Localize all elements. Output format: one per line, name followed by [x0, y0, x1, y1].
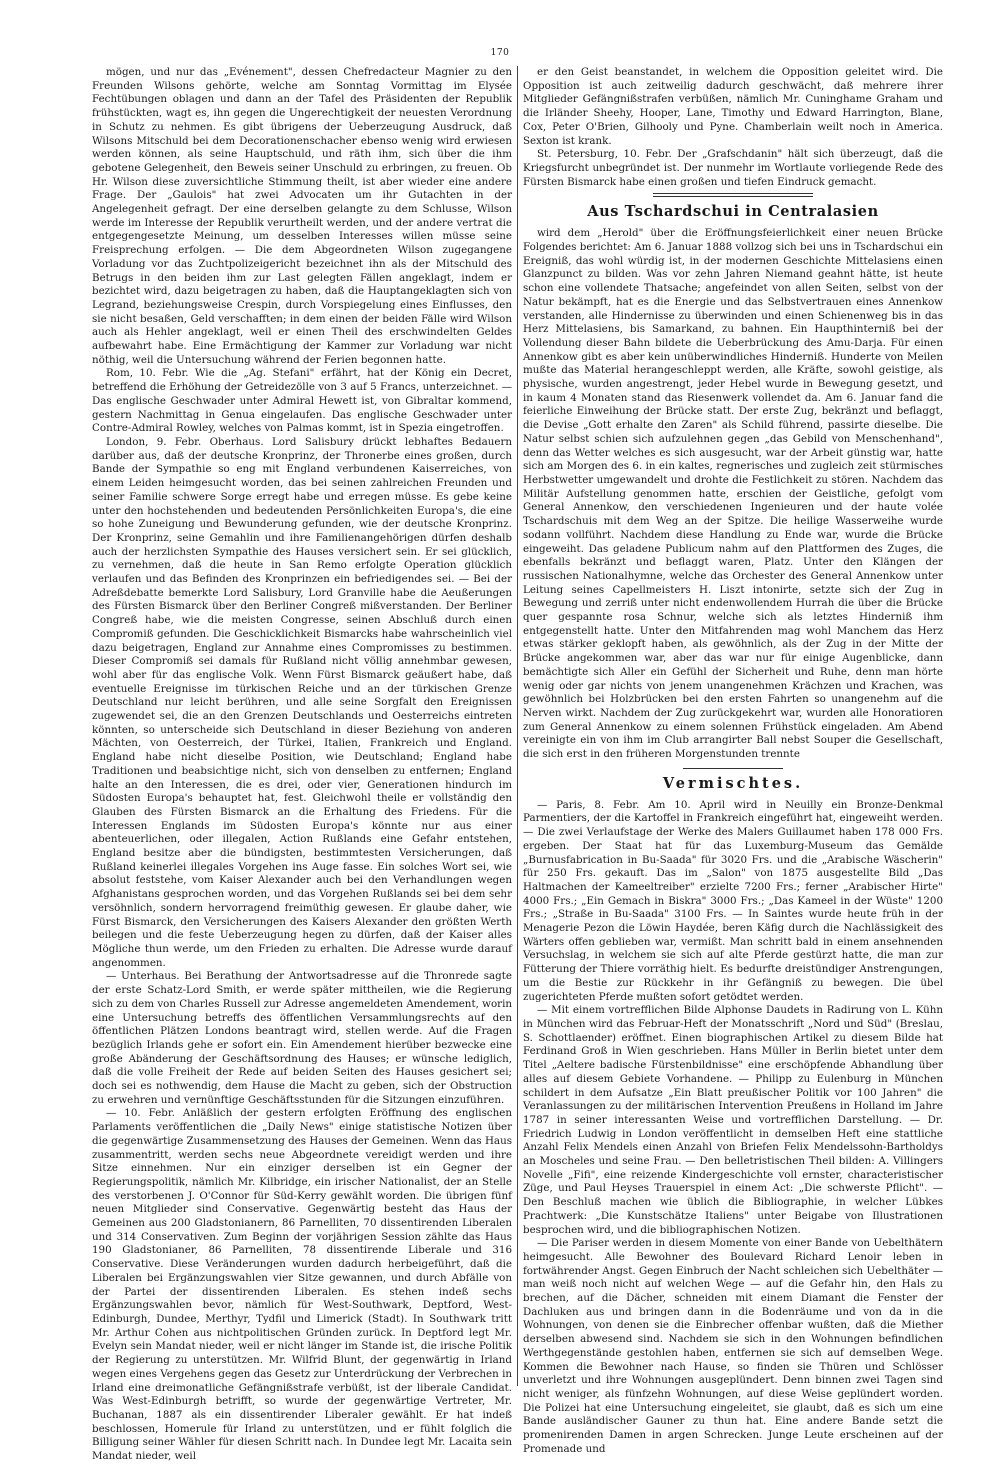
- section-heading: Vermischtes.: [662, 774, 804, 792]
- section-heading: Aus Tschardschui in Centralasien: [587, 203, 879, 221]
- article-paragraph: — Die Pariser werden in diesem Momente von einer Bande von Uebelthätern heimgesucht. Alle Bewohner des Boulevard Richard Lenoir leben in fortwährender Angst. Gegen Einbruch der Nacht schleichen sich Uebelthäter — man weiß noch nicht auf welchen Wege — auf die Gefahr hin, den Hals zu brechen, auf die Dächer, schneiden mit einem Diamant die Fenster der Dachluken aus und bringen dann in die Bodenräume und von da in die Wohnungen, von denen sie die Einbrecher offenbar wußten, daß die Miether derselben abwesend sind. Nachdem sie sich in den Wohnungen befindlichen Werthgegenstände gestohlen haben, entfernen sie sich auf demselben Wege. Kommen die Bewohner nach Hause, so finden sie Thüren und Schlösser unverletzt und ihre Wohnungen ausgeplündert. Denn binnen zwei Tagen sind nicht weniger, als fünfzehn Wohnungen, auf diese Weise geplündert worden. Die Polizei hat eine Untersuchung eingeleitet, sie glaubt, daß es sich um eine Bande ausländischer Gauner zu thun hat. Eine andere Bande setzt die promenirenden Damen in argen Schrecken. Junge Leute erscheinen auf der Promenade und: [523, 1237, 943, 1455]
- article-paragraph: — Mit einem vortrefflichen Bilde Alphonse Daudets in Radirung von L. Kühn in München wird das Februar-Heft der Monatsschrift „Nord und Süd" (Breslau, S. Schottlaender) eröffnet. Einen biographischen Artikel zu diesem Bilde hat Ferdinand Groß in Wien geschrieben. Hans Müller in Berlin bietet unter dem Titel „Aeltere badische Fürstenbildnisse" eine erschöpfende Abhandlung über alles auf diesem Gebiete Vorhandene. — Philipp zu Eulenburg in München schildert in dem Aufsatze „Ein Blatt preußischer Politik vor 100 Jahren" die Veranlassungen zu der militärischen Intervention Preußens in Holland im Jahre 1787 in seiner interessanten Weise und vortrefflichen Darstellung. — Dr. Friedrich Ludwig in London veröffentlicht in demselben Heft eine stattliche Anzahl Felix Mendels einen Anzahl von Briefen Felix Mendelssohn-Bartholdys an Moscheles und seine Frau. — Den belletristischen Theil bilden: A. Villingers Novelle „Fifi", eine reizende Kindergeschichte voll ernster, characteristischer Züge, und Paul Heyses Trauerspiel in einem Act: „Die schwerste Pflicht". — Den Beschluß machen wie üblich die Bibliographie, in welcher Lübkes Prachtwerk: „Die Kunstschätze Italiens" unter Beigabe von Illustrationen besprochen wird, und die bibliographischen Notizen.: [523, 1004, 943, 1236]
- section-divider: [683, 768, 783, 769]
- article-paragraph: wird dem „Herold" über die Eröffnungsfeierlichkeit einer neuen Brücke Folgendes berichtet: Am 6. Januar 1888 vollzog sich bei uns in Tschardschui ein Ereigniß, das wohl würdig ist, in der modernen Geschichte Mittelasiens einen Glanzpunct zu bilden. Was vor zehn Jahren Niemand geahnt hätte, ist heute schon eine vollendete Thatsache; angefeindet von allen Seiten, selbst von der Natur bekämpft, hat es die Energie und das Selbstvertrauen eines Annenkow verstanden, alle Hindernisse zu überwinden und einen Schienenweg bis in das Herz Mittelasiens, bis Samarkand, zu bahnen. Ein Haupthinterniß bei der Vollendung dieser Bahn bildete die Ueberbrückung des Amu-Darja. Für einen Annenkow gibt es aber kein unüberwindliches Hinderniß. Hunderte von Meilen mußte das Material herangeschleppt werden, alle Kräfte, sowohl geistige, als physische, wurden angestrengt, jeder Hebel wurde in Bewegung gesetzt, und in kaum 4 Monaten stand das Riesenwerk vollendet da. Am 6. Januar fand die feierliche Einweihung der Brücke statt. Der erste Zug, bekränzt und beflaggt, die Devise „Gott erhalte den Zaren" als Schild führend, passirte dieselbe. Die Natur selbst schien sich aufzulehnen gegen „das Gebild von Menschenhand", denn das Wetter welches es sich ausgesucht, war der Arbeit günstig war, hatte sich am Morgen des 6. in ein kaltes, regnerisches und zugleich zeit stürmisches Herbstwetter umgewandelt und drohte die Festlichkeit zu stören. Nachdem das Militär Aufstellung genommen hatte, erschien der Geistliche, gefolgt vom General Annenkow, den verschiedenen Ingenieuren und der haute volée Tschardschuis mit dem Weg an der Spitze. Die heilige Wasserweihe wurde sodann vollführt. Nachdem diese Handlung zu Ende war, wurde die Brücke eingeweiht. Das geladene Publicum nahm auf den Plattformen des Zuges, die ebenfalls bekränzt und beflaggt waren, Platz. Unter den Klängen der russischen Nationalhymne, welche das Orchester des General Annenkow unter Leitung seines Capellmeisters H. Liszt intonirte, setzte sich der Zug in Bewegung und zerriß unter nicht endenwollendem Hurrah die über die Brücke quer gespannte rosa Schnur, welche sich als letztes Hinderniß ihm entgegenstellt hatte. Unter den Mitfahrenden mag wohl Manchem das Herz etwas stärker geklopft haben, als gewöhnlich, als der Zug in der Mitte der Brücke angekommen war, aber das war nur für einige Augenblicke, dann bemächtigte sich Aller ein Gefühl der Sicherheit und Ruhe, denn man hörte wenig oder gar nichts von jenem unangenehmen Krächzen und Krachen, was gewöhnlich bei Holzbrücken bei den ersten Fahrten so unangenehm auf die Nerven wirkt. Nachdem der Zug zurückgekehrt war, wurden alle Honoratioren zum General Annenkow zu einem solennen Frühstück eingeladen. Am Abend vereinigte ein von ihm im Club arrangirter Ball nebst Souper die Gesellschaft, die sich erst in den früheren Morgenstunden trennte: [523, 227, 943, 761]
- left-column: [92, 66, 512, 1463]
- article-paragraph: London, 9. Febr. Oberhaus. Lord Salisbury drückt lebhaftes Bedauern darüber aus, daß der deutsche Kronprinz, der Thronerbe eines großen, durch Bande der Sympathie so eng mit England verbundenen Kaiserreiches, von einem Leiden heimgesucht worden, das bei seinen zahlreichen Freunden und seiner Familie schwere Sorge erregt habe und erregen müsse. Es gebe keine unter den hochstehenden und bedeutenden Persönlichkeiten Europa's, die eine so hohe Zuneigung und Bewunderung gefunden, wie der deutsche Kronprinz. Der Kronprinz, seine Gemahlin und ihre Familienangehörigen dürfen deshalb auch der herzlichsten Sympathie des Hauses versichert sein. Er sei glücklich, zu vernehmen, daß die heute in San Remo erfolgte Operation glücklich verlaufen und das Befinden des Kronprinzen ein befriedigendes sei. — Bei der Adreßdebatte bemerkte Lord Salisbury, Lord Granville habe die Aeußerungen des Fürsten Bismarck über den Berliner Congreß mißverstanden. Der Berliner Congreß habe, wie die meisten Congresse, seinen Abschluß durch einen Compromiß gefunden. Die Geschicklichkeit Bismarcks habe wahrscheinlich viel dazu beigetragen, England zur Annahme eines Compromisses zu bestimmen. Dieser Compromiß sei damals für Rußland nicht völlig annehmbar gewesen, wohl aber für das englische Volk. Wenn Fürst Bismarck geäußert habe, daß eventuelle Ereignisse im türkischen Reiche und an der türkischen Grenze Deutschland nur leicht berühren, und alle seine Sorgfalt den Ereignissen zugewendet sei, die an den Grenzen Deutschlands und Oesterreichs eintreten könnten, so unterscheide sich Deutschland in dieser Beziehung von anderen Mächten, von Oesterreich, der Türkei, Italien, Frankreich und England. England habe nicht dieselbe Position, wie Deutschland; England habe Traditionen und beabsichtige nicht, sich von denselben zu entfernen; England halte an den Interessen, die es drei, oder vier, Generationen hindurch im Südosten Europa's behauptet hat, fest. Gleichwohl theile er vollständig den Glauben des Fürsten Bismarck an die Erhaltung des Friedens. Für die Interessen Englands im Südosten Europa's könnte nur aus einer abenteuerlichen, oder illegalen, Action Rußlands eine Gefahr entstehen, England besitze aber die bündigsten, bestimmtesten Versicherungen, daß Rußland keinerlei illegales Vorgehen ins Auge fasse. Ein solches Wort sei, wie absolut feststehe, vom Kaiser Alexander auch bei den Verhandlungen wegen Afghanistans gesprochen worden, und das Vorgehen Rußlands sei bei dem sehr versöhnlich, sondern hervorragend freimüthig gewesen. Er glaube daher, wie Fürst Bismarck, den Versicherungen des Kaisers Alexander den größten Werth beilegen und die feste Ueberzeugung hegen zu dürfen, daß der Kaiser alles Mögliche thun werde, um den Frieden zu erhalten. Die Adresse wurde darauf angenommen.: [92, 435, 512, 969]
- article-paragraph: er den Geist beanstandet, in welchem die Opposition geleitet wird. Die Opposition ist auch zeitweilig dadurch geschwächt, daß mehrere ihrer Mitglieder Gefängnißstrafen verbüßen, nämlich Mr. Cuninghame Graham und die Irländer Sheehy, Hooper, Lane, Timothy und Edward Harrington, Blane, Cox, Peter O'Brien, Gilhooly und Pyne. Chamberlain weilt noch in America. Sexton ist krank.: [523, 66, 943, 147]
- article-paragraph: — Paris, 8. Febr. Am 10. April wird in Neuilly ein Bronze-Denkmal Parmentiers, der die Kartoffel in Frankreich eingeführt hat, eingeweiht werden. — Die zwei Verlaufstage der Werke des Malers Guillaumet haben 178 000 Frs. ergeben. Der Staat hat für das Luxemburg-Museum das Gemälde „Burnusfabrication in Bu-Saada" für 3020 Frs. und die „Arabische Wäscherin" für 250 Frs. gekauft. Das im „Salon" von 1875 ausgestellte Bild „Das Haltmachen der Kameeltreiber" erzielte 7200 Frs.; ferner „Arabischer Hirte" 4000 Frs.; „Ein Gemach in Biskra" 3000 Frs.; „Das Kameel in der Wüste" 1200 Frs.; „Straße in Bu-Saada" 3100 Frs. — In Saintes wurde heute früh in der Menagerie Pezon die Löwin Haydée, beren Käfig durch die Nachlässigkeit des Wärters offen geblieben war, vermißt. Man schritt bald in einem ansehnenden Versuchslag, in welchem sie sich auf alte Pferde gestürzt hatte, die man zur Fütterung der Thiere vorräthig hielt. Es bedurfte dreistündiger Anstrengungen, um die Bestie zur Rückkehr in ihr Gefängniß zu bewegen. Die übel zugerichteten Pferde mußten sofort getödtet werden.: [523, 798, 943, 1003]
- column-divider: [517, 66, 518, 1386]
- article-paragraph: Rom, 10. Febr. Wie die „Ag. Stefani" erfährt, hat der König ein Decret, betreffend die Erhöhung der Getreidezölle von 3 auf 5 Francs, unterzeichnet. — Das englische Geschwader unter Admiral Hewett ist, von Gibraltar kommend, gestern Nachmittag in Genua eingelaufen. Das englische Geschwader unter Contre-Admiral Rowley, welches von Palmas kommt, ist in Spezia eingetroffen.: [92, 367, 512, 435]
- right-column: [523, 66, 943, 1455]
- article-paragraph: — Unterhaus. Bei Berathung der Antwortsadresse auf die Thronrede sagte der erste Schatz-Lord Smith, er werde später mittheilen, wie die Regierung sich zu dem von Charles Russell zur Adresse angemeldeten Amendement, worin eine Untersuchung betreffs des öffentlichen Versammlungsrechts auf den öffentlichen Plätzen Londons beantragt wird, stellen werde. Auf die Fragen bezüglich Irlands gehe er sofort ein. Ein Amendement hierüber bezwecke eine große Abänderung der Geschäftsordnung des Hauses; er wünsche lediglich, daß die volle Freiheit der Rede auf beiden Seiten des Hauses gesichert sei; doch sei es nothwendig, dem Hause die Macht zu geben, sich der Obstruction zu erwehren und vernünftige Geschäftsstunden für die Sitzungen einzuführen.: [92, 970, 512, 1106]
- article-paragraph: — 10. Febr. Anläßlich der gestern erfolgten Eröffnung des englischen Parlaments veröffentlichen die „Daily News" einige statistische Notizen über die gegenwärtige Zusammensetzung des Hauses der Gemeinen. Wenn das Haus zusammentritt, werden sechs neue Abgeordnete vereidigt werden und ihre Sitze einnehmen. Nur ein einziger derselben ist ein Gegner der Regierungspolitik, nämlich Mr. Kilbridge, ein irischer Nationalist, der an Stelle des verstorbenen J. O'Connor für Süd-Kerry gewählt worden. Die übrigen fünf neuen Mitglieder sind Conservative. Gegenwärtig besteht das Haus der Gemeinen aus 200 Gladstonianern, 86 Parnelliten, 70 dissentirenden Liberalen und 314 Conservativen. Zum Beginn der vorjährigen Session zählte das Haus 190 Gladstonianer, 86 Parnelliten, 78 dissentirende Liberale und 316 Conservative. Diese Veränderungen wurden dadurch herbeigeführt, daß die Liberalen bei Ergänzungswahlen vier Sitze gewannen, und durch Abfälle von der Partei der dissentirenden Liberalen. Es stehen indeß sechs Ergänzungswahlen bevor, nämlich für West-Southwark, Deptford, West-Edinburgh, Dundee, Merthyr, Tydfil und Limerick (Stadt). In Southwark tritt Mr. Arthur Cohen aus nichtpolitischen Gründen zurück. In Deptford legt Mr. Evelyn sein Mandat nieder, weil er nicht länger im Stande ist, die irische Politik der Regierung zu unterstützen. Mr. Wilfrid Blunt, der gegenwärtig in Irland wegen eines Vergehens gegen das Gesetz zur Unterdrückung der Verbrechen in Irland eine dreimonatliche Gefängnißstrafe verbüßt, ist der liberale Candidat. Was West-Edinburgh betrifft, so wurde der gegenwärtige Vertreter, Mr. Buchanan, 1887 als ein dissentirender Liberaler gewählt. Er hat indeß beschlossen, Homerule für Irland zu unterstützen, und er fühlt folglich die Billigung seiner Wähler für diesen Schritt nach. In Dundee legt Mr. Lacaita sein Mandat nieder, weil: [92, 1107, 512, 1463]
- article-paragraph: St. Petersburg, 10. Febr. Der „Grafschdanin" hält sich überzeugt, daß die Kriegsfurcht unbegründet ist. Der nunmehr im Wortlaute vorliegende Rede des Fürsten Bismarck habe einen großen und tiefen Eindruck gemacht.: [523, 148, 943, 188]
- article-paragraph: mögen, und nur das „Evénement", dessen Chefredacteur Magnier zu den Freunden Wilsons gehörte, welche am Sonntag Vormittag im Elysée Fechtübungen oblagen und dann an der Tafel des Präsidenten der Republik frühstückten, wagt es, ihn gegen die Ungerechtigkeit der neuesten Verordnung in Schutz zu nehmen. Es gibt übrigens der Ueberzeugung Ausdruck, daß Wilsons Mitschuld bei dem Decorationenschacher ebenso wenig wird erwiesen werden können, als seine Hauptschuld, und räth ihm, sich über die ihm gebotene Gelegenheit, den Beweis seiner Unschuld zu erbringen, zu freuen. Ob Hr. Wilson diese zuversichtliche Stimmung theilt, ist aber wieder eine andere Frage. Der „Gaulois" hat zwei Advocaten um ihr Gutachten in der Angelegenheit gefragt. Der eine derselben gelangte zu dem Schlusse, Wilson werde im Interesse der Republik verurtheilt werden, und der andere vertrat die entgegengesetzte Meinung, um desselben Interesses willen müsse seine Freisprechung erfolgen. — Die dem Abgeordneten Wilson zugegangene Vorladung vor das Zuchtpolizeigericht bezeichnet ihn als der Mitschuld des Betrugs in den beiden ihm zur Last gelegten Fällen angeklagt, indem er bezichtet wird, dazu beigetragen zu haben, daß die Hauptangeklagten sich von Legrand, beziehungsweise Crespin, durch Vorspiegelung eines Einflusses, den sie nicht besaßen, Geld verschafften; in dem einen der beiden Fälle wird Wilson auch als Hehler angeklagt, weil er einen Theil des erschwindelten Geldes aufbewahrt habe. Eine Ermächtigung der Kammer zur Vorladung war nicht nöthig, weil die Untersuchung während der Ferien begonnen hatte.: [92, 66, 512, 366]
- section-divider: [653, 193, 813, 197]
- page-number: 170: [490, 48, 510, 58]
